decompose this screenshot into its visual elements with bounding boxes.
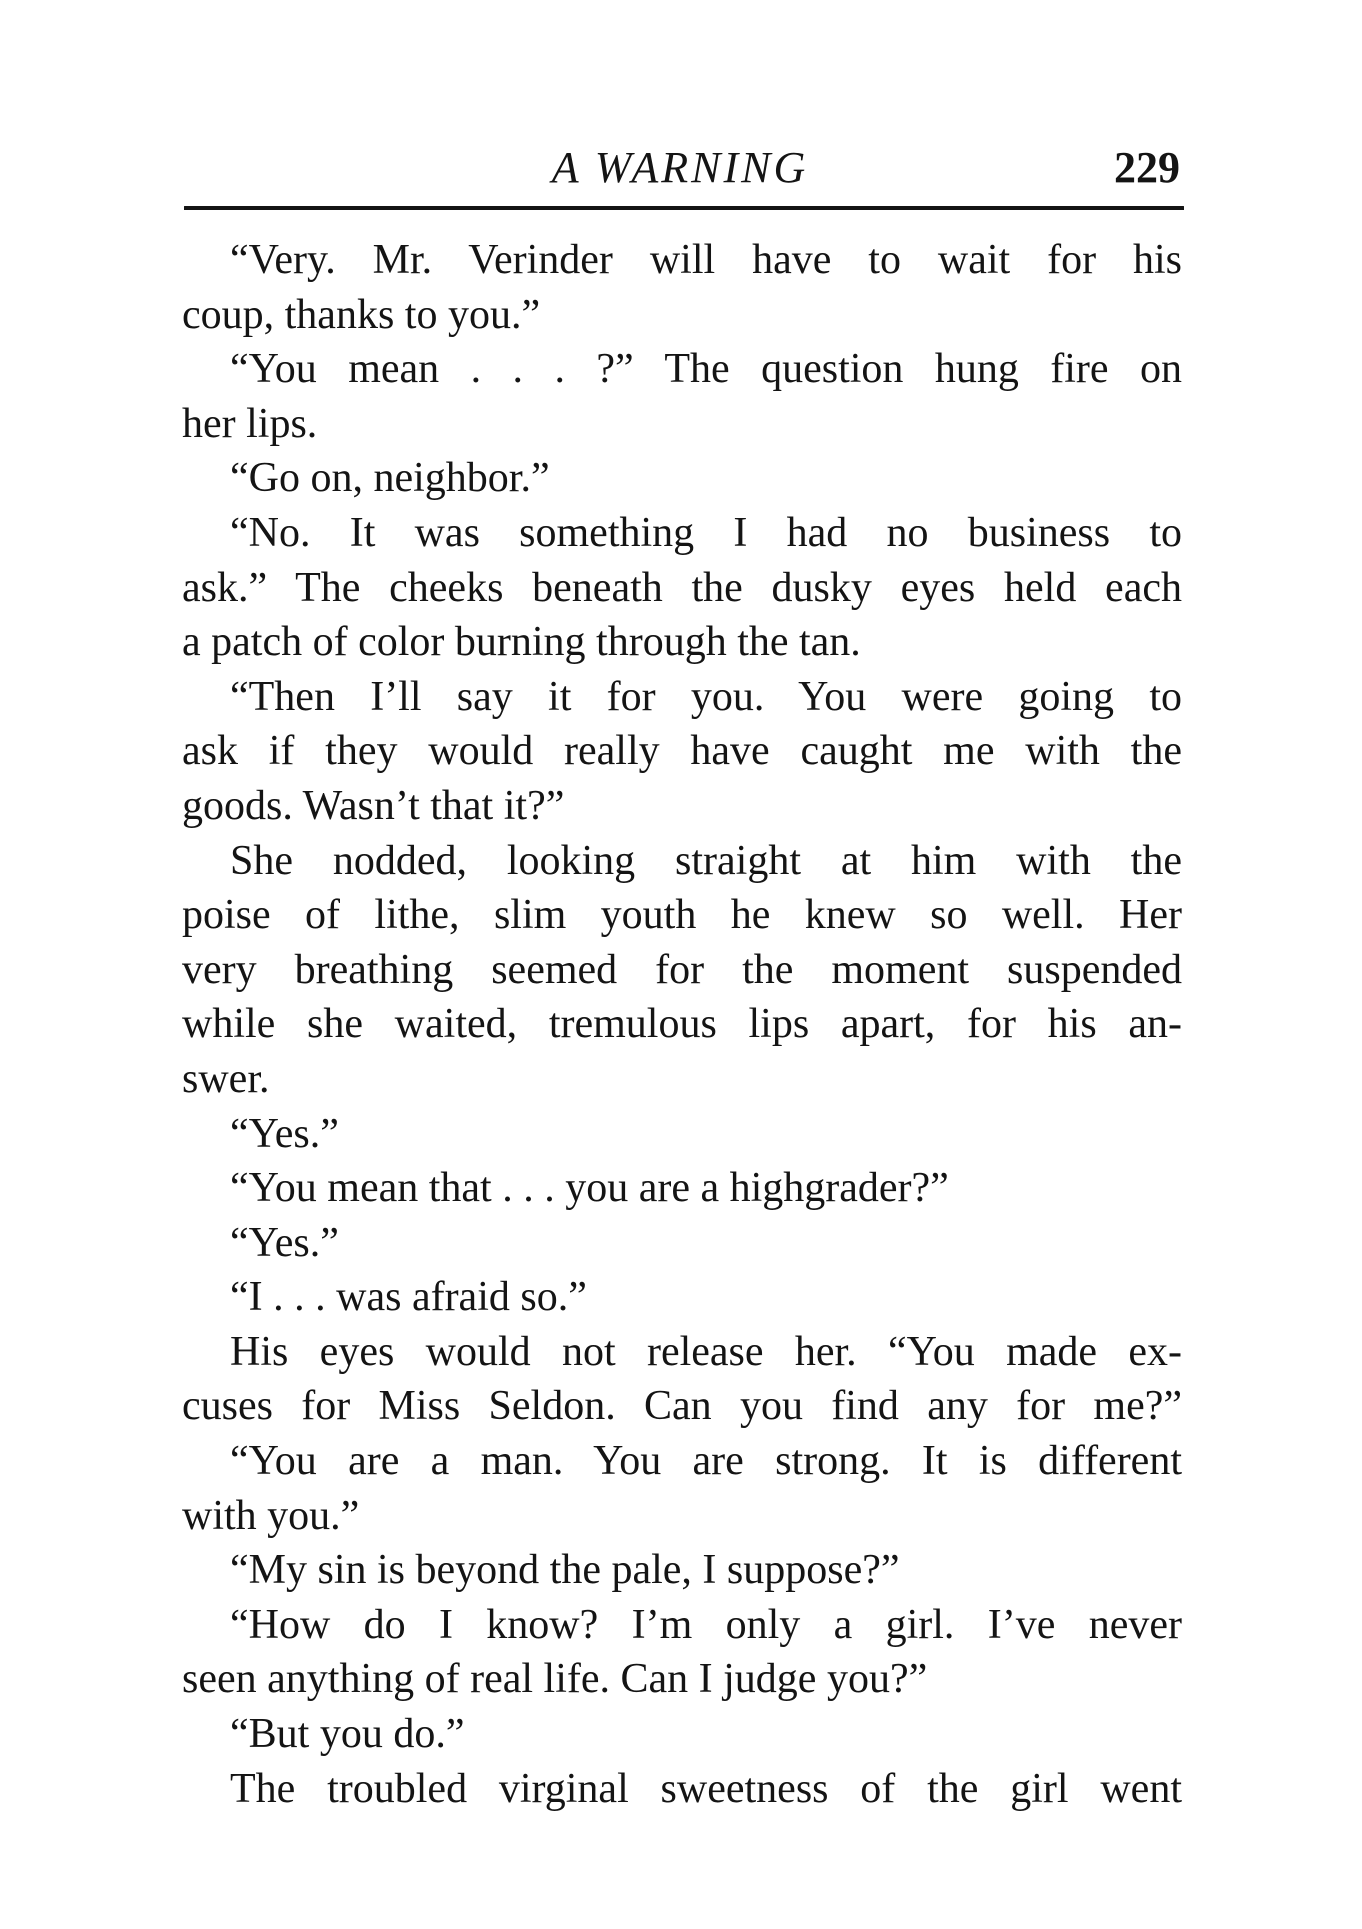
text-line: “How do I know? I’m only a girl. I’ve never [230, 1601, 1182, 1648]
page-number: 229 [1114, 143, 1180, 192]
text-line: seen anything of real life. Can I judge you?” [182, 1656, 928, 1703]
text-line: “But you do.” [230, 1711, 465, 1758]
text-line: “Yes.” [230, 1110, 339, 1157]
text-line: “Very. Mr. Verinder will have to wait for his [230, 237, 1182, 283]
body-text [182, 233, 1182, 1816]
running-title: A WARNING [551, 143, 809, 192]
text-line: swer. [182, 1055, 270, 1102]
text-line: She nodded, looking straight at him with the [230, 837, 1182, 884]
text-line: goods. Wasn’t that it?” [182, 782, 565, 829]
page-header [180, 138, 1180, 198]
text-line: poise of lithe, slim youth he knew so well. Her [182, 892, 1182, 939]
text-line: a patch of color burning through the tan. [182, 619, 861, 666]
text-line: “Yes.” [230, 1219, 339, 1266]
text-line: “You mean . . . ?” The question hung fire on [230, 346, 1182, 393]
text-line: “You mean that . . . you are a highgrader?” [230, 1165, 949, 1212]
text-line: with you.” [182, 1492, 360, 1539]
text-line: His eyes would not release her. “You made ex- [230, 1328, 1182, 1375]
text-line: “I . . . was afraid so.” [230, 1274, 587, 1321]
text-line: ask if they would really have caught me with the [182, 728, 1182, 775]
text-line: her lips. [182, 400, 318, 447]
text-line: cuses for Miss Seldon. Can you find any for me?” [182, 1383, 1182, 1430]
text-line: The troubled virginal sweetness of the girl went [230, 1765, 1182, 1812]
text-line: coup, thanks to you.” [182, 291, 541, 338]
text-line: “Go on, neighbor.” [230, 455, 550, 502]
header-rule [184, 205, 1184, 213]
text-line: “My sin is beyond the pale, I suppose?” [230, 1547, 900, 1594]
text-line: while she waited, tremulous lips apart, for his an- [182, 1001, 1182, 1048]
text-line: “You are a man. You are strong. It is different [230, 1438, 1182, 1485]
text-line: “Then I’ll say it for you. You were going to [230, 673, 1182, 720]
text-line: “No. It was something I had no business to [230, 509, 1182, 556]
text-line: ask.” The cheeks beneath the dusky eyes held each [182, 564, 1182, 611]
text-line: very breathing seemed for the moment suspended [182, 946, 1182, 993]
